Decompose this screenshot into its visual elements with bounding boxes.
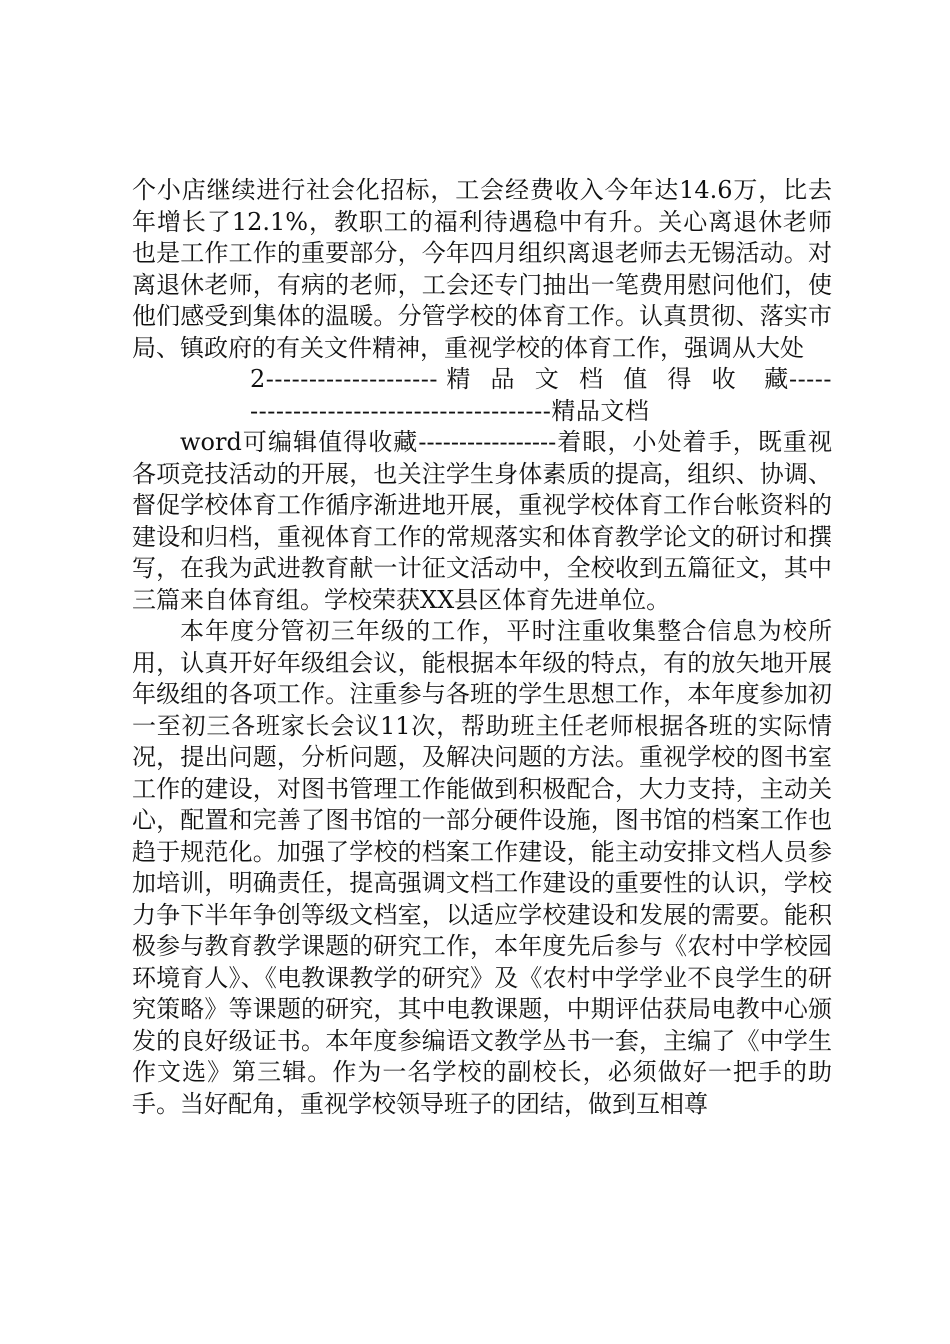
paragraph-3: 本年度分管初三年级的工作，平时注重收集整合信息为校所用，认真开好年级组会议，能根据本年级的特点，有的放矢地开展年级组的各项工作。注重参与各班的学生思想工作，本年度参加初一至初三各班家长会议11次，帮助班主任老师根据各班的实际情况，提出问题，分析问题，及解决问题的方法。重视学校的图书室工作的建设，对图书管理工作能做到积极配合，大力支持，主动关心，配置和完善了图书馆的一部分硬件设施，图书馆的档案工作也趋于规范化。加强了学校的档案工作建设，能主动安排文档人员参加培训，明确责任，提高强调文档工作建设的重要性的认识，学校力争下半年争创等级文档室，以适应学校建设和发展的需要。能积极参与教育教学课题的研究工作，本年度先后参与《农村中学校园环境育人》、《电教课教学的研究》及《农村中学学业不良学生的研究策略》等课题的研究，其中电教课题，中期评估获局电教中心颁发的良好级证书。本年度参编语文教学丛书一套，主编了《中学生作文选》第三辑。作为一名学校的副校长，必须做好一把手的助手。当好配角，重视学校领导班子的团结，做到互相尊 bbox=[132, 617, 832, 1118]
paragraph-2: word可编辑值得收藏-----------------着眼，小处着手，既重视各项竞技活动的开展，也关注学生身体素质的提高，组织、协调、督促学校体育工作循序渐进地开展，重视学校体育工作台帐资料的建设和归档，重视体育工作的常规落实和体育教学论文的研讨和撰写，在我为武进教育献一计征文活动中，全校收到五篇征文，其中三篇来自体育组。学校荣获XX县区体育先进单位。 bbox=[132, 428, 832, 614]
watermark-suffix: 藏----------------------------------------精品文档 bbox=[250, 365, 833, 425]
watermark-line bbox=[132, 364, 832, 427]
paragraph-1: 个小店继续进行社会化招标，工会经费收入今年达14.6万，比去年增长了12.1%，教职工的福利待遇稳中有升。关心离退休老师也是工作工作的重要部分，今年四月组织离退老师去无锡活动。对离退休老师，有病的老师，工会还专门抽出一笔费用慰问他们，使他们感受到集体的温暖。分管学校的体育工作。认真贯彻、落实市局、镇政府的有关文件精神，重视学校的体育工作，强调从大处 bbox=[132, 176, 832, 362]
watermark-middle: 精品文档值得收 bbox=[446, 365, 756, 393]
document-page bbox=[132, 175, 832, 1120]
watermark-prefix: 2-------------------- bbox=[250, 365, 438, 393]
